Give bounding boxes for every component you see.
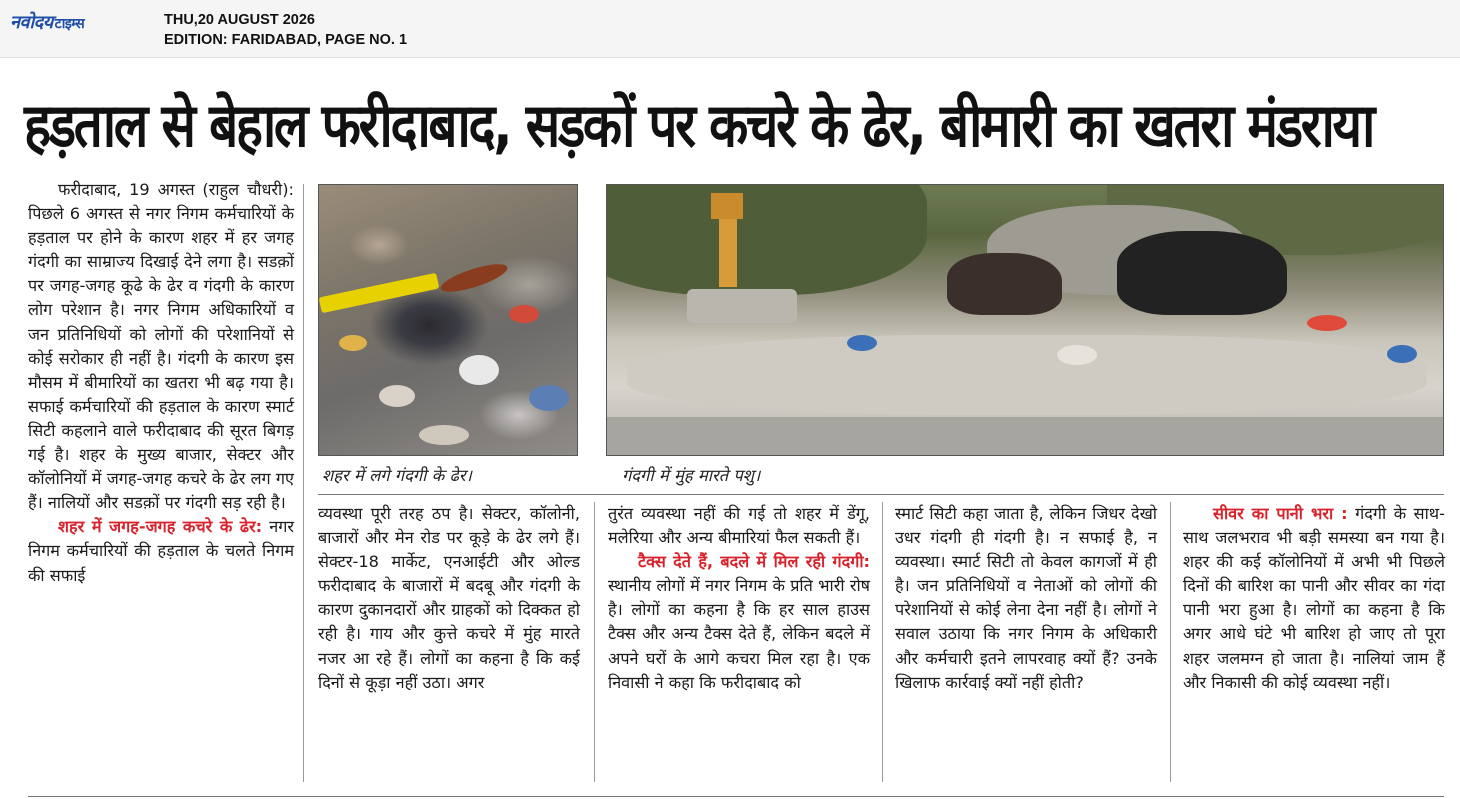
issue-date: THU,20 AUGUST 2026 <box>164 12 315 28</box>
photo-detail <box>529 385 569 411</box>
edition-label: EDITION: FARIDABAD, PAGE NO. 1 <box>164 32 408 48</box>
column-3-text-a: तुरंत व्यवस्था नहीं की गई तो शहर में डेंगू, मलेरिया और अन्य बीमारियां फैल सकती हैं। <box>608 504 870 548</box>
subheading-tax: टैक्स देते हैं, बदले में मिल रही गंदगी: <box>638 552 870 572</box>
headline: हड़ताल से बेहाल फरीदाबाद, सड़कों पर कचरे के ढेर, बीमारी का खतरा मंडराया <box>24 91 1373 162</box>
article-column-3 <box>608 502 870 695</box>
subsection-1-text: नगर निगम कर्मचारियों की हड़ताल के चलते निगम की सफाई <box>28 517 294 585</box>
column-2-text: व्यवस्था पूरी तरह ठप है। सेक्टर, कॉलोनी, बाजारों और मेन रोड पर कूड़े के ढेर लगे हैं। सेक्टर-18 मार्केट, एनआईटी और ओल्ड फरीदाबाद के बाजारों में बदबू और गंदगी के कारण दुकानदारों और ग्राहकों को दिक्कत हो रही है। गाय और कुत्ते कचरे में मुंह मारते नजर आ रहे हैं। लोगों का कहना है कि कई दिनों से कूड़ा नहीं उठा। अगर <box>318 504 580 692</box>
photo-detail <box>459 355 499 385</box>
subsection-1 <box>28 515 294 587</box>
article-column-1 <box>28 178 294 588</box>
column-rule <box>1170 502 1171 782</box>
photo-detail <box>1117 231 1287 315</box>
column-rule <box>594 502 595 782</box>
column-4-text: स्मार्ट सिटी कहा जाता है, लेकिन जिधर देखो उधर गंदगी ही गंदगी है। न सफाई है, न व्यवस्था। स्मार्ट सिटी तो केवल कागजों में ही है। जन प्रतिनिधियों व नेताओं को लोगों की परेशानियों से कोई लेना देना नहीं है। लोगों ने सवाल उठाया कि नगर निगम के अधिकारी और कर्मचारी इतने लापरवाह क्यों हैं? उनके खिलाफ कार्रवाई क्यों नहीं होती? <box>895 504 1157 692</box>
photo-detail <box>339 335 367 351</box>
edition-meta <box>164 10 407 50</box>
photo-detail <box>319 273 440 314</box>
photo-caption-2: गंदगी में मुंह मारते पशु। <box>622 466 761 485</box>
subsection-2 <box>608 550 870 695</box>
photo-detail <box>606 184 927 295</box>
photo-detail <box>947 253 1062 315</box>
photo-detail <box>438 259 510 298</box>
article-intro: फरीदाबाद, 19 अगस्त (राहुल चौधरी): पिछले 6 अगस्त से नगर निगम कर्मचारियों के हड़ताल पर होने के कारण शहर में हर जगह गंदगी का साम्राज्य दिखाई देने लगा है। सडक़ों पर जगह-जगह कूढे के ढेर व गंदगी के कारण लोग परेशान है। नगर निगम अधिकारियों व जन प्रतिनिधियों को लोगों की परेशानियों से कोई सरोकार ही नहीं है। गंदगी के कारण इस मौसम में बीमारियों का खतरा भी बढ़ गया है। सफाई कर्मचारियों की हड़ताल के कारण स्मार्ट सिटी कहलाने वाले फरीदाबाद की सूरत बिगड़ गई है। शहर के मुख्य बाजार, सेक्टर और कॉलोनियों में जगह-जगह कचरे के ढेर लग गए हैं। नालियों और सडक़ों पर गंदगी सड़ रही है। <box>28 180 294 513</box>
column-5-text: गंदगी के साथ-साथ जलभराव भी बड़ी समस्या बन गया है। शहर की कई कॉलोनियों में अभी भी पिछले दिनों की बारिश का पानी और सीवर का गंदा पानी भरा हुआ है। लोगों का कहना है कि अगर आधे घंटे भी बारिश हो जाए तो पूरा शहर जलमग्न हो जाता है। नालियां जाम हैं और निकासी की कोई व्यवस्था नहीं। <box>1183 504 1445 692</box>
photo-detail <box>607 417 1444 456</box>
article-column-4 <box>895 502 1157 695</box>
photo-detail <box>1387 345 1417 363</box>
photo-detail <box>711 193 743 219</box>
photo-detail <box>847 335 877 351</box>
photo-detail <box>419 425 469 445</box>
photo-detail <box>509 305 539 323</box>
logo-sub: टाइम्स <box>54 16 85 32</box>
bottom-rule <box>28 796 1444 797</box>
column-rule <box>303 184 304 782</box>
photo-caption-1: शहर में लगे गंदगी के ढेर। <box>322 466 472 485</box>
photo-cows-in-garbage <box>606 184 1444 456</box>
article-column-2 <box>318 502 580 695</box>
column-rule <box>882 502 883 782</box>
newspaper-logo[interactable] <box>10 10 84 34</box>
logo-main: नवोदय <box>10 12 53 33</box>
photo-garbage-heap <box>318 184 578 456</box>
top-bar <box>0 0 1460 58</box>
subsection-3 <box>1183 502 1445 695</box>
column-3-text-b: स्थानीय लोगों में नगर निगम के प्रति भारी रोष है। लोगों का कहना है कि हर साल हाउस टैक्स और अन्य टैक्स देते हैं, लेकिन बदले में अपने घरों के आगे कचरा मिल रहा है। एक निवासी ने कहा कि फरीदाबाद को <box>608 576 870 692</box>
article-column-5 <box>1183 502 1445 695</box>
subheading-sewer: सीवर का पानी भरा : <box>1213 504 1348 523</box>
photo-detail <box>627 335 1427 415</box>
photo-detail <box>1057 345 1097 365</box>
caption-rule <box>318 494 1444 495</box>
photo-detail <box>1307 315 1347 331</box>
subheading-garbage-heaps: शहर में जगह-जगह कचरे के ढेर: <box>58 517 263 537</box>
photo-detail <box>687 289 797 323</box>
photo-detail <box>379 385 415 407</box>
